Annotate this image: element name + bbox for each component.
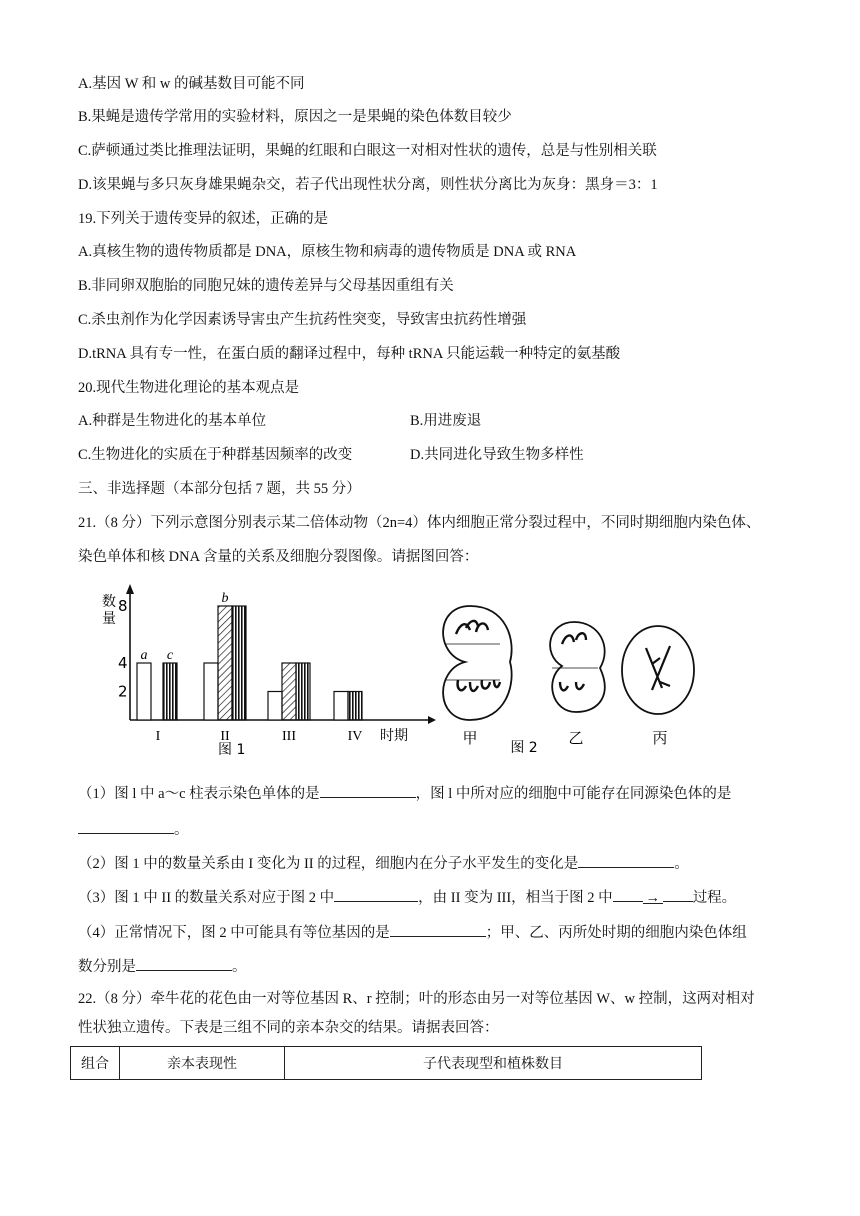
cell-bing xyxy=(622,626,694,714)
q22-stem-line1: 22.（8 分）牵牛花的花色由一对等位基因 R、r 控制；叶的形态由另一对等位基因 W、w 控制，这两对相对 xyxy=(78,991,755,1007)
figure-svg xyxy=(100,584,740,760)
arrow-blank: → xyxy=(643,888,663,904)
bar-a-I xyxy=(137,663,151,720)
answer-blank-8[interactable] xyxy=(136,955,232,971)
x-axis-label: 时期 xyxy=(380,728,408,744)
q21-part4-line1 xyxy=(78,921,747,943)
q21-stem-line1: 21.（8 分）下列示意图分别表示某二倍体动物（2n=4）体内细胞正常分裂过程中，不同时期细胞内染色体、 xyxy=(78,515,761,531)
q18-option-b: B.果蝇是遗传学常用的实验材料，原因之一是果蝇的染色体数目较少 xyxy=(78,109,512,125)
answer-blank-7[interactable] xyxy=(390,921,486,937)
q21-part1-line2 xyxy=(78,818,189,840)
bar-c-III xyxy=(296,663,310,720)
cell-yi xyxy=(550,622,605,712)
q21-part1-line1 xyxy=(78,782,731,804)
q21-figures xyxy=(100,584,740,760)
q19-option-c: C.杀虫剂作为化学因素诱导害虫产生抗药性突变，导致害虫抗药性增强 xyxy=(78,312,527,328)
x-tick-label: IV xyxy=(347,729,363,744)
x-tick-label: II xyxy=(220,729,230,744)
q19-option-b: B.非同卵双胞胎的同胞兄妹的遗传差异与父母基因重组有关 xyxy=(78,278,454,294)
x-tick-label: III xyxy=(282,729,296,744)
y-tick-label: 4 xyxy=(118,654,128,672)
series-label-c: c xyxy=(166,648,174,663)
answer-blank-3[interactable] xyxy=(578,852,674,868)
q21-part4-line2 xyxy=(78,955,247,977)
q21-part2-text-a: （2）图 1 中的数量关系由 I 变化为 II 的过程，细胞内在分子水平发生的变化是 xyxy=(78,856,579,872)
bar-chart xyxy=(102,584,436,758)
q21-part4-text-a: （4）正常情况下，图 2 中可能具有等位基因的是 xyxy=(78,925,390,941)
x-tick-label: I xyxy=(155,729,161,744)
q21-part2 xyxy=(78,852,689,874)
bar-a-II xyxy=(204,663,218,720)
answer-blank-1[interactable] xyxy=(320,782,416,798)
series-label-a: a xyxy=(140,648,148,663)
q21-part3-text-a: （3）图 1 中 II 的数量关系对应于图 2 中 xyxy=(78,890,335,906)
q21-part3 xyxy=(78,886,736,908)
cell-jia-label: 甲 xyxy=(462,729,478,747)
q21-part2-text-b: 。 xyxy=(674,856,689,872)
q22-table xyxy=(70,1046,702,1080)
q21-part4-text-c: 数分别是 xyxy=(78,959,136,975)
section-3-heading: 三、非选择题（本部分包括 7 题，共 55 分） xyxy=(78,481,361,497)
answer-blank-5[interactable] xyxy=(613,886,643,902)
q20-option-d: D.共同进化导致生物多样性 xyxy=(410,447,584,463)
y-axis-label-char: 量 xyxy=(102,611,116,627)
y-tick-label: 2 xyxy=(118,682,128,701)
y-tick-label: 8 xyxy=(118,597,128,615)
q21-stem-line2: 染色单体和核 DNA 含量的关系及细胞分裂图像。请据图回答： xyxy=(78,549,479,565)
q20-option-b: B.用进废退 xyxy=(410,413,482,429)
cell-bing-label: 丙 xyxy=(652,729,668,747)
q20-option-c: C.生物进化的实质在于种群基因频率的改变 xyxy=(78,447,353,463)
answer-blank-6[interactable] xyxy=(663,886,693,902)
q21-part1-text-c: 。 xyxy=(174,822,189,838)
answer-blank-4[interactable] xyxy=(334,886,418,902)
answer-blank-2[interactable] xyxy=(78,818,174,834)
table-header-combination: 组合 xyxy=(71,1047,120,1079)
q21-part4-text-d: 。 xyxy=(232,959,247,975)
bar-a-IV xyxy=(334,692,348,721)
bar-b-II xyxy=(218,606,232,720)
q19-stem: 19.下列关于遗传变异的叙述，正确的是 xyxy=(78,211,329,227)
q19-option-a: A.真核生物的遗传物质都是 DNA，原核生物和病毒的遗传物质是 DNA 或 RNA xyxy=(78,244,577,260)
cell-jia xyxy=(443,606,512,720)
q21-part4-text-b: ；甲、乙、丙所处时期的细胞内染色体组 xyxy=(485,925,747,941)
q20-stem: 20.现代生物进化理论的基本观点是 xyxy=(78,380,300,396)
q19-option-d: D.tRNA 具有专一性，在蛋白质的翻译过程中，每种 tRNA 只能运载一种特定的氨基酸 xyxy=(78,346,621,362)
series-label-b: b xyxy=(221,591,229,606)
q21-part1-text-b: ，图 l 中所对应的细胞中可能存在同源染色体的是 xyxy=(415,786,732,802)
q18-option-d: D.该果蝇与多只灰身雄果蝇杂交，若子代出现性状分离，则性状分离比为灰身：黑身＝3：1 xyxy=(78,177,658,193)
table-header-offspring: 子代表现型和植株数目 xyxy=(423,1055,563,1071)
q20-option-a: A.种群是生物进化的基本单位 xyxy=(78,413,267,429)
bar-c-II xyxy=(232,606,246,720)
y-axis-arrow xyxy=(126,584,134,594)
bar-a-III xyxy=(268,692,282,721)
q18-option-c: C.萨顿通过类比推理法证明，果蝇的红眼和白眼这一对相对性状的遗传，总是与性别相关联 xyxy=(78,143,657,159)
q22-stem-line2: 性状独立遗传。下表是三组不同的亲本杂交的结果。请据表回答： xyxy=(78,1020,499,1036)
x-axis-arrow xyxy=(428,716,436,724)
figure-2-caption: 图 2 xyxy=(510,740,538,756)
q21-part3-text-b: ，由 II 变为 III，相当于图 2 中 xyxy=(418,890,613,906)
figure-1-caption: 图 1 xyxy=(218,742,246,758)
bar-c-IV xyxy=(348,692,362,721)
q21-part3-text-c: 过程。 xyxy=(692,890,737,906)
bar-b-III xyxy=(282,663,296,720)
bar-c-I xyxy=(163,663,177,720)
y-axis-label-char: 数 xyxy=(102,594,116,610)
table-header-parent-phenotype: 亲本表现性 xyxy=(120,1047,285,1079)
q21-part1-text-a: （1）图 l 中 a～c 柱表示染色单体的是 xyxy=(78,786,320,802)
cell-yi-label: 乙 xyxy=(568,729,584,747)
q18-option-a: A.基因 W 和 w 的碱基数目可能不同 xyxy=(78,76,305,92)
